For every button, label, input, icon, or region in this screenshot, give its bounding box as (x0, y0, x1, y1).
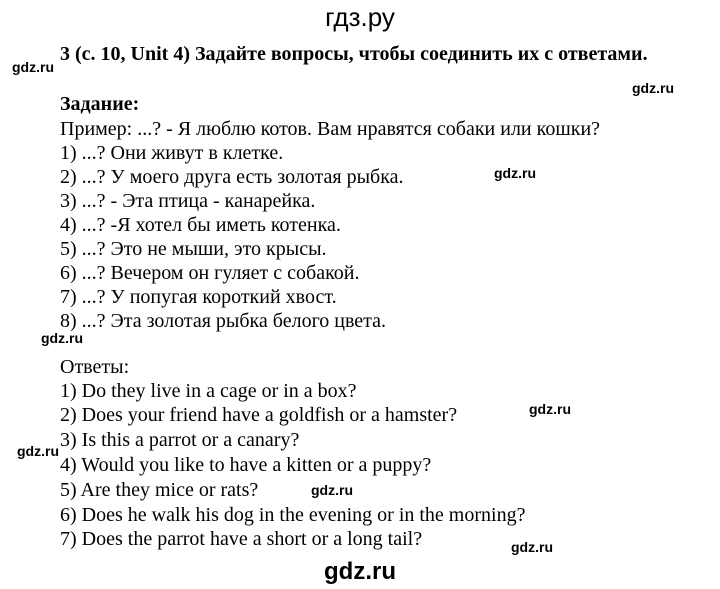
task-item: 7) ...? У попугая короткий хвост. (60, 286, 337, 308)
task-item: 5) ...? Это не мыши, это крысы. (60, 238, 327, 260)
task-item: 4) ...? -Я хотел бы иметь котенка. (60, 214, 341, 236)
watermark: gdz.ru (41, 330, 83, 346)
site-footer: gdz.ru (324, 558, 396, 585)
watermark: gdz.ru (511, 539, 553, 555)
answer-item: 1) Do they live in a cage or in a box? (60, 380, 357, 402)
watermark: gdz.ru (632, 80, 674, 96)
task-item: 1) ...? Они живут в клетке. (60, 142, 284, 164)
task-item: 6) ...? Вечером он гуляет с собакой. (60, 262, 360, 284)
answers-label: Ответы: (60, 356, 130, 378)
watermark: gdz.ru (17, 443, 59, 459)
task-example: Пример: ...? - Я люблю котов. Вам нравятся собаки или кошки? (60, 118, 601, 140)
task-item: 2) ...? У моего друга есть золотая рыбка. (60, 166, 404, 188)
watermark: gdz.ru (12, 59, 54, 75)
watermark: gdz.ru (311, 482, 353, 498)
exercise-heading: 3 (с. 10, Unit 4) Задайте вопросы, чтобы соединить их с ответами. (60, 43, 648, 65)
answer-item: 4) Would you like to have a kitten or a puppy? (60, 454, 432, 476)
watermark: gdz.ru (494, 165, 536, 181)
answer-item: 2) Does your friend have a goldfish or a hamster? (60, 404, 458, 426)
answer-item: 3) Is this a parrot or a canary? (60, 429, 300, 451)
answer-item: 7) Does the parrot have a short or a long tail? (60, 528, 423, 550)
answer-item: 6) Does he walk his dog in the evening or in the morning? (60, 504, 526, 526)
task-item: 3) ...? - Эта птица - канарейка. (60, 190, 316, 212)
watermark: gdz.ru (529, 401, 571, 417)
answer-item: 5) Are they mice or rats? (60, 479, 259, 501)
task-label: Задание: (60, 93, 140, 115)
task-item: 8) ...? Эта золотая рыбка белого цвета. (60, 310, 387, 332)
site-header: гдз.ру (325, 2, 395, 32)
